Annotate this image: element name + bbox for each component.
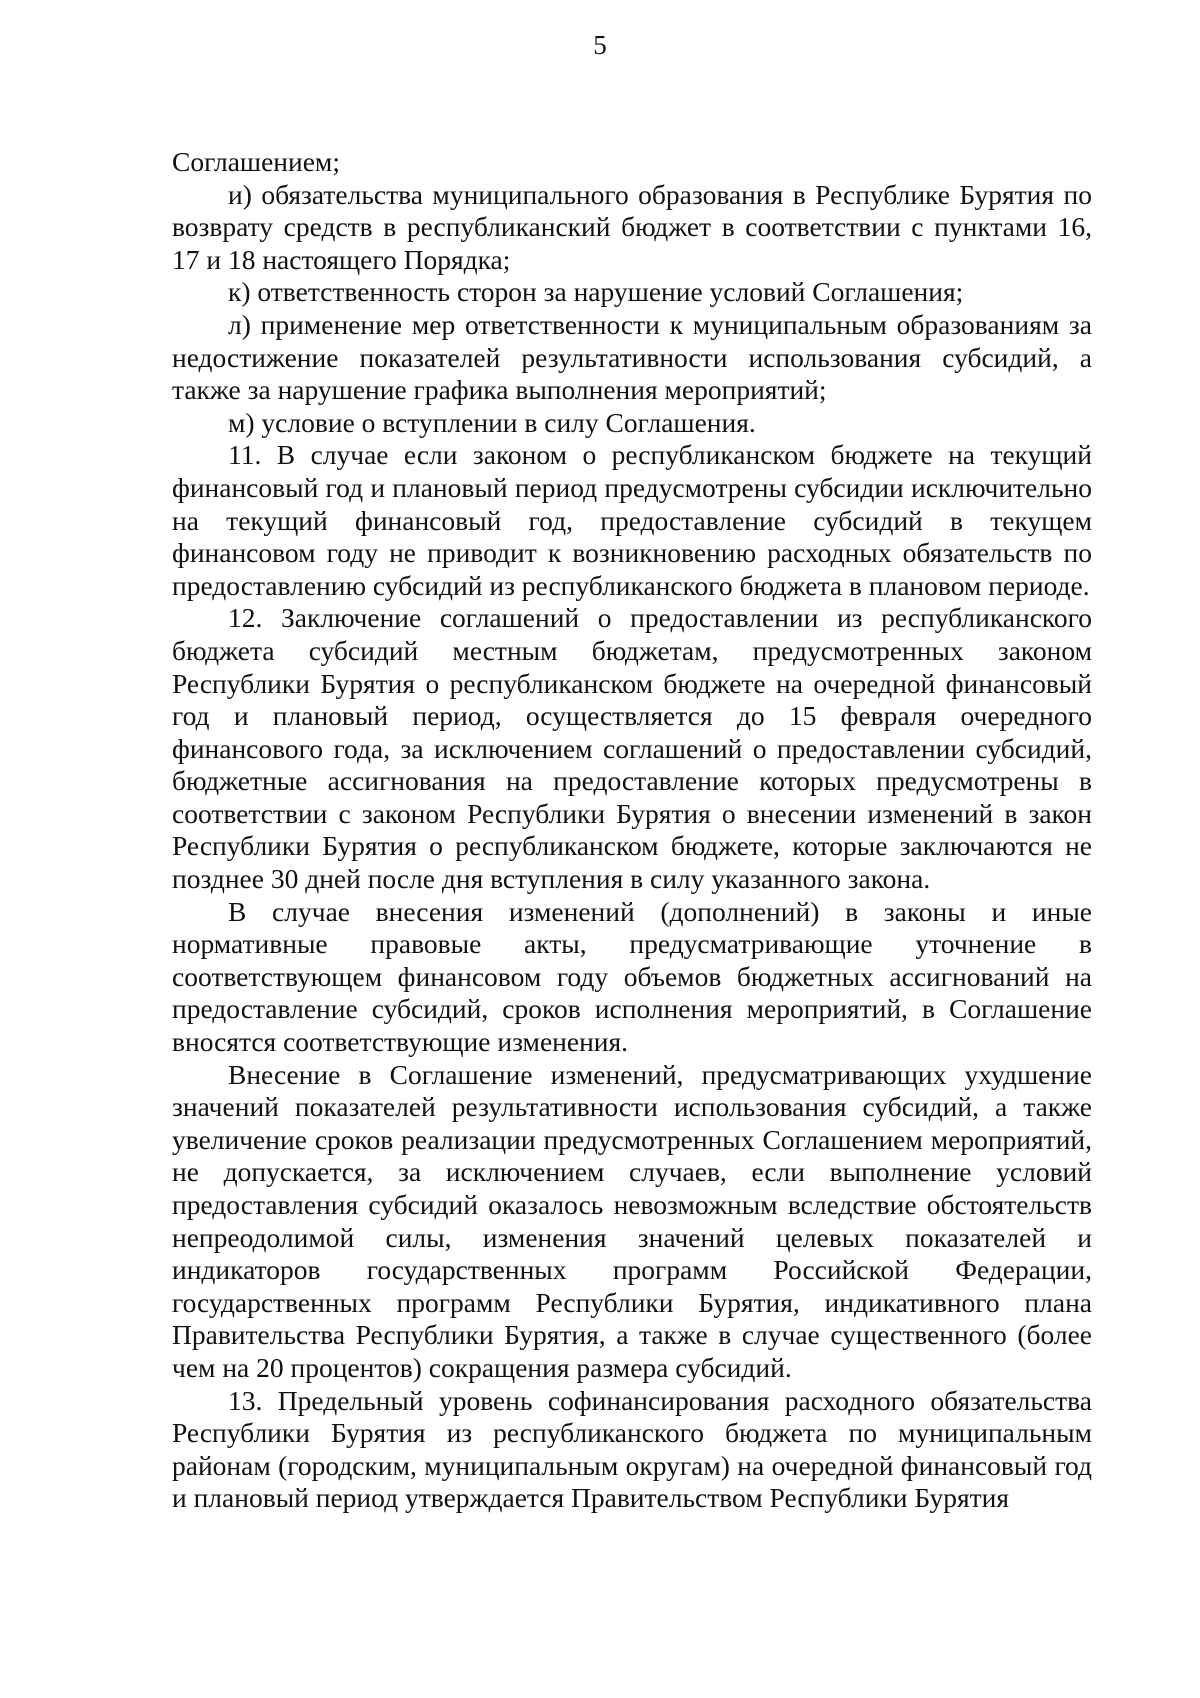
paragraph-item-l: л) применение мер ответственности к муниципальным образованиям за недостижение показателей результативности использования субсидий, а также за нарушение графика выполнения мероприятий; (172, 308, 1092, 406)
paragraph-clause-12: 12. Заключение соглашений о предоставлении из республиканского бюджета субсидий местным бюджетам, предусмотренных законом Республики Бурятия о республиканском бюджете на очередной финансовый год и плановый период, осуществляется до 15 февраля очередного финансового года, за исключением соглашений о предоставлении субсидий, бюджетные ассигнования на предоставление которых предусмотрены в соответствии с законом Республики Бурятия о внесении изменений в закон Республики Бурятия о республиканском бюджете, которые заключаются не позднее 30 дней после дня вступления в силу указанного закона. (172, 602, 1092, 895)
paragraph-clause-11: 11. В случае если законом о республиканском бюджете на текущий финансовый год и плановый период предусмотрены субсидии исключительно на текущий финансовый год, предоставление субсидий в текущем финансовом году не приводит к возникновению расходных обязательств по предоставлению субсидий из республиканского бюджета в плановом периоде. (172, 439, 1092, 601)
paragraph-item-m: м) условие о вступлении в силу Соглашения. (228, 406, 756, 438)
page-number: 5 (593, 30, 607, 60)
paragraph-amendments: В случае внесения изменений (дополнений) в законы и иные нормативные правовые акты, предусматривающие уточнение в соответствующем финансовом году объемов бюджетных ассигнований на предоставление субсидий, сроков исполнения мероприятий, в Соглашение вносятся соответствующие изменения. (172, 895, 1092, 1058)
paragraph-item-i: и) обязательства муниципального образования в Республике Бурятия по возврату средств в республиканский бюджет в соответствии с пунктами 16, 17 и 18 настоящего Порядка; (172, 178, 1092, 275)
paragraph-item-k: к) ответственность сторон за нарушение условий Соглашения; (228, 276, 964, 308)
paragraph-continuation: Соглашением; (172, 146, 340, 177)
paragraph-restrictions: Внесение в Соглашение изменений, предусматривающих ухудшение значений показателей результативности использования субсидий, а также увеличение сроков реализации предусмотренных Соглашением мероприятий, не допускается, за исключением случаев, если выполнение условий предоставления субсидий оказалось невозможным вследствие обстоятельств непреодолимой силы, изменения значений целевых показателей и индикаторов государственных программ Российской Федерации, государственных программ Республики Бурятия, индикативного плана Правительства Республики Бурятия, а также в случае существенного (более чем на 20 процентов) сокращения размера субсидий. (172, 1058, 1092, 1383)
paragraph-clause-13: 13. Предельный уровень софинансирования расходного обязательства Республики Бурятия из республиканского бюджета по муниципальным районам (городским, муниципальным округам) на очередной финансовый год и плановый период утверждается Правительством Республики Бурятия (172, 1384, 1092, 1514)
document-body (172, 146, 1092, 1515)
